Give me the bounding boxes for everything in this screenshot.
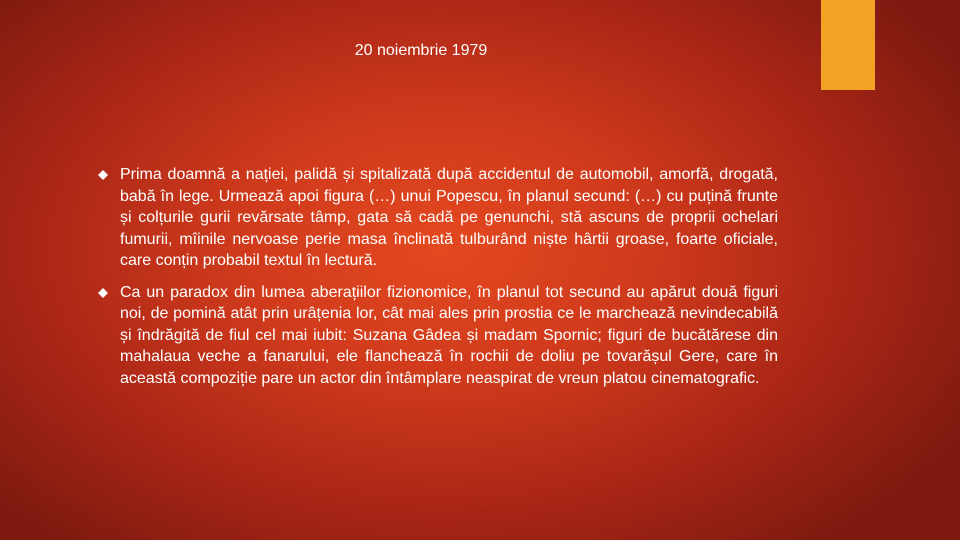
bullet-text-1: Prima doamnă a nației, palidă și spitalizată după accidentul de automobil, amorfă, drogată, babă în lege. Urmează apoi figura (…) unui Popescu, în planul secund: (…) cu puțină frunte și colțurile gurii revărsate tâmp, gata să cadă pe genunchi, stă ascuns de proprii ochelari fumurii, mîinile nervoase perie masa înclinată tulburând niște hârtii groase, foarte oficiale, care conțin probabil textul în lectură. — [120, 166, 778, 269]
bullet-text-2: Ca un paradox din lumea aberațiilor fizionomice, în planul tot secund au apărut două figuri noi, de pomină atât prin urâțenia lor, cât mai ales prin prostia ce le marchează nevindecabilă și îndrăgită de fiul cel mai iubit: Suzana Gâdea și madam Spornic; figuri de bucătărese din mahalaua veche a fanarului, ele flanchează în rochii de doliu pe tovarășul Gere, care în această compoziție pare un actor din întâmplare neaspirat de vreun platou cinematografic. — [120, 283, 778, 387]
bullet-item-1 — [98, 164, 778, 272]
slide-title: 20 noiembrie 1979 — [354, 42, 488, 59]
diamond-bullet-icon — [98, 288, 108, 298]
diamond-bullet-icon — [98, 170, 108, 180]
bullet-item-2 — [98, 282, 778, 390]
bullet-list — [98, 164, 778, 399]
